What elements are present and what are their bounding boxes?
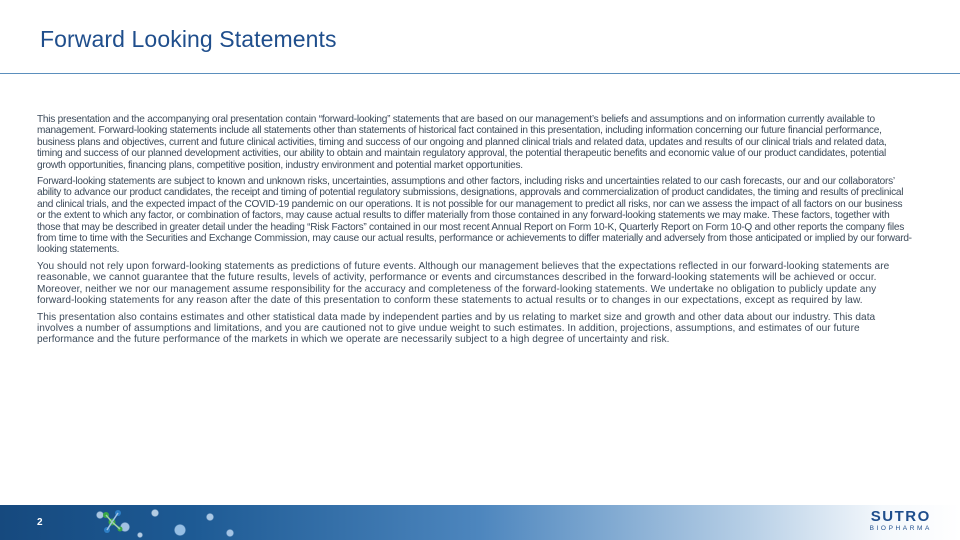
title-divider xyxy=(0,73,960,74)
logo-wordmark: SUTRO xyxy=(870,508,931,525)
paragraph-3: You should not rely upon forward-looking statements as predictions of future events. Although our management believes that the expectations reflected in our forward-looking statements are reasonable, we cannot guarantee that the future results, levels of activity, performance or events and circumstances described in the forward-looking statements will be achieved or occur. Moreover, neither we nor our management assume responsibility for the accuracy and completeness of the forward-looking statements. We undertake no obligation to publicly update any forward-looking statements for any reason after the date of this presentation to conform these statements to actual results or to changes in our expectations, except as required by law. xyxy=(37,260,890,307)
molecule-icon xyxy=(98,507,128,537)
logo-subtitle: BIOPHARMA xyxy=(869,525,932,532)
paragraph-4: This presentation also contains estimates and other statistical data made by independent parties and by us relating to market size and growth and other data about our industry. This data involves a number of assumptions and limitations, and you are cautioned not to give undue weight to such estimates. In addition, projections, assumptions, and estimates of our future performance and the future performance of the markets in which we operate are necessarily subject to a high degree of uncertainty and risk. xyxy=(37,311,876,346)
paragraph-2: Forward-looking statements are subject to known and unknown risks, uncertainties, assumptions and other factors, including risks and uncertainties related to our cash forecasts, our and our collaborators’ ability to advance our product candidates, the receipt and timing of potential regulatory submissions, designations, approvals and commercialization of product candidates, the timing and results of preclinical and clinical trials, and the expected impact of the COVID-19 pandemic on our operations. It is not possible for our management to predict all risks, nor can we assess the impact of all factors on our business or the extent to which any factor, or combination of factors, may cause actual results to differ materially from those contained in any forward-looking statements we may make. These factors, together with those that may be described in greater detail under the heading “Risk Factors” contained in our most recent Annual Report on Form 10-K, Quarterly Report on Form 10-Q and other reports the company files from time to time with the Securities and Exchange Commission, may cause our actual results, performance or achievements to differ materially and adversely from those anticipated or implied by our forward-looking statements. xyxy=(37,176,912,256)
page-number: 2 xyxy=(37,517,43,528)
sutro-logo xyxy=(870,509,932,533)
page-title: Forward Looking Statements xyxy=(40,26,337,52)
paragraph-1: This presentation and the accompanying oral presentation contain “forward-looking” statements that are based on our management’s beliefs and assumptions and on information currently available to management. Forward-looking statements include all statements other than statements of historical fact contained in this presentation, including information concerning our future financial performance, business plans and objectives, current and future clinical activities, timing and success of our ongoing and planned clinical trials and related data, updates and results of our clinical trials and related data, timing and success of our planned development activities, our ability to obtain and maintain regulatory approval, the potential therapeutic benefits and economic value of our product candidates, potential growth opportunities, financing plans, competitive position, industry environment and potential market opportunities. xyxy=(37,114,887,171)
statement-body xyxy=(37,114,913,351)
footer-bar xyxy=(0,505,960,540)
